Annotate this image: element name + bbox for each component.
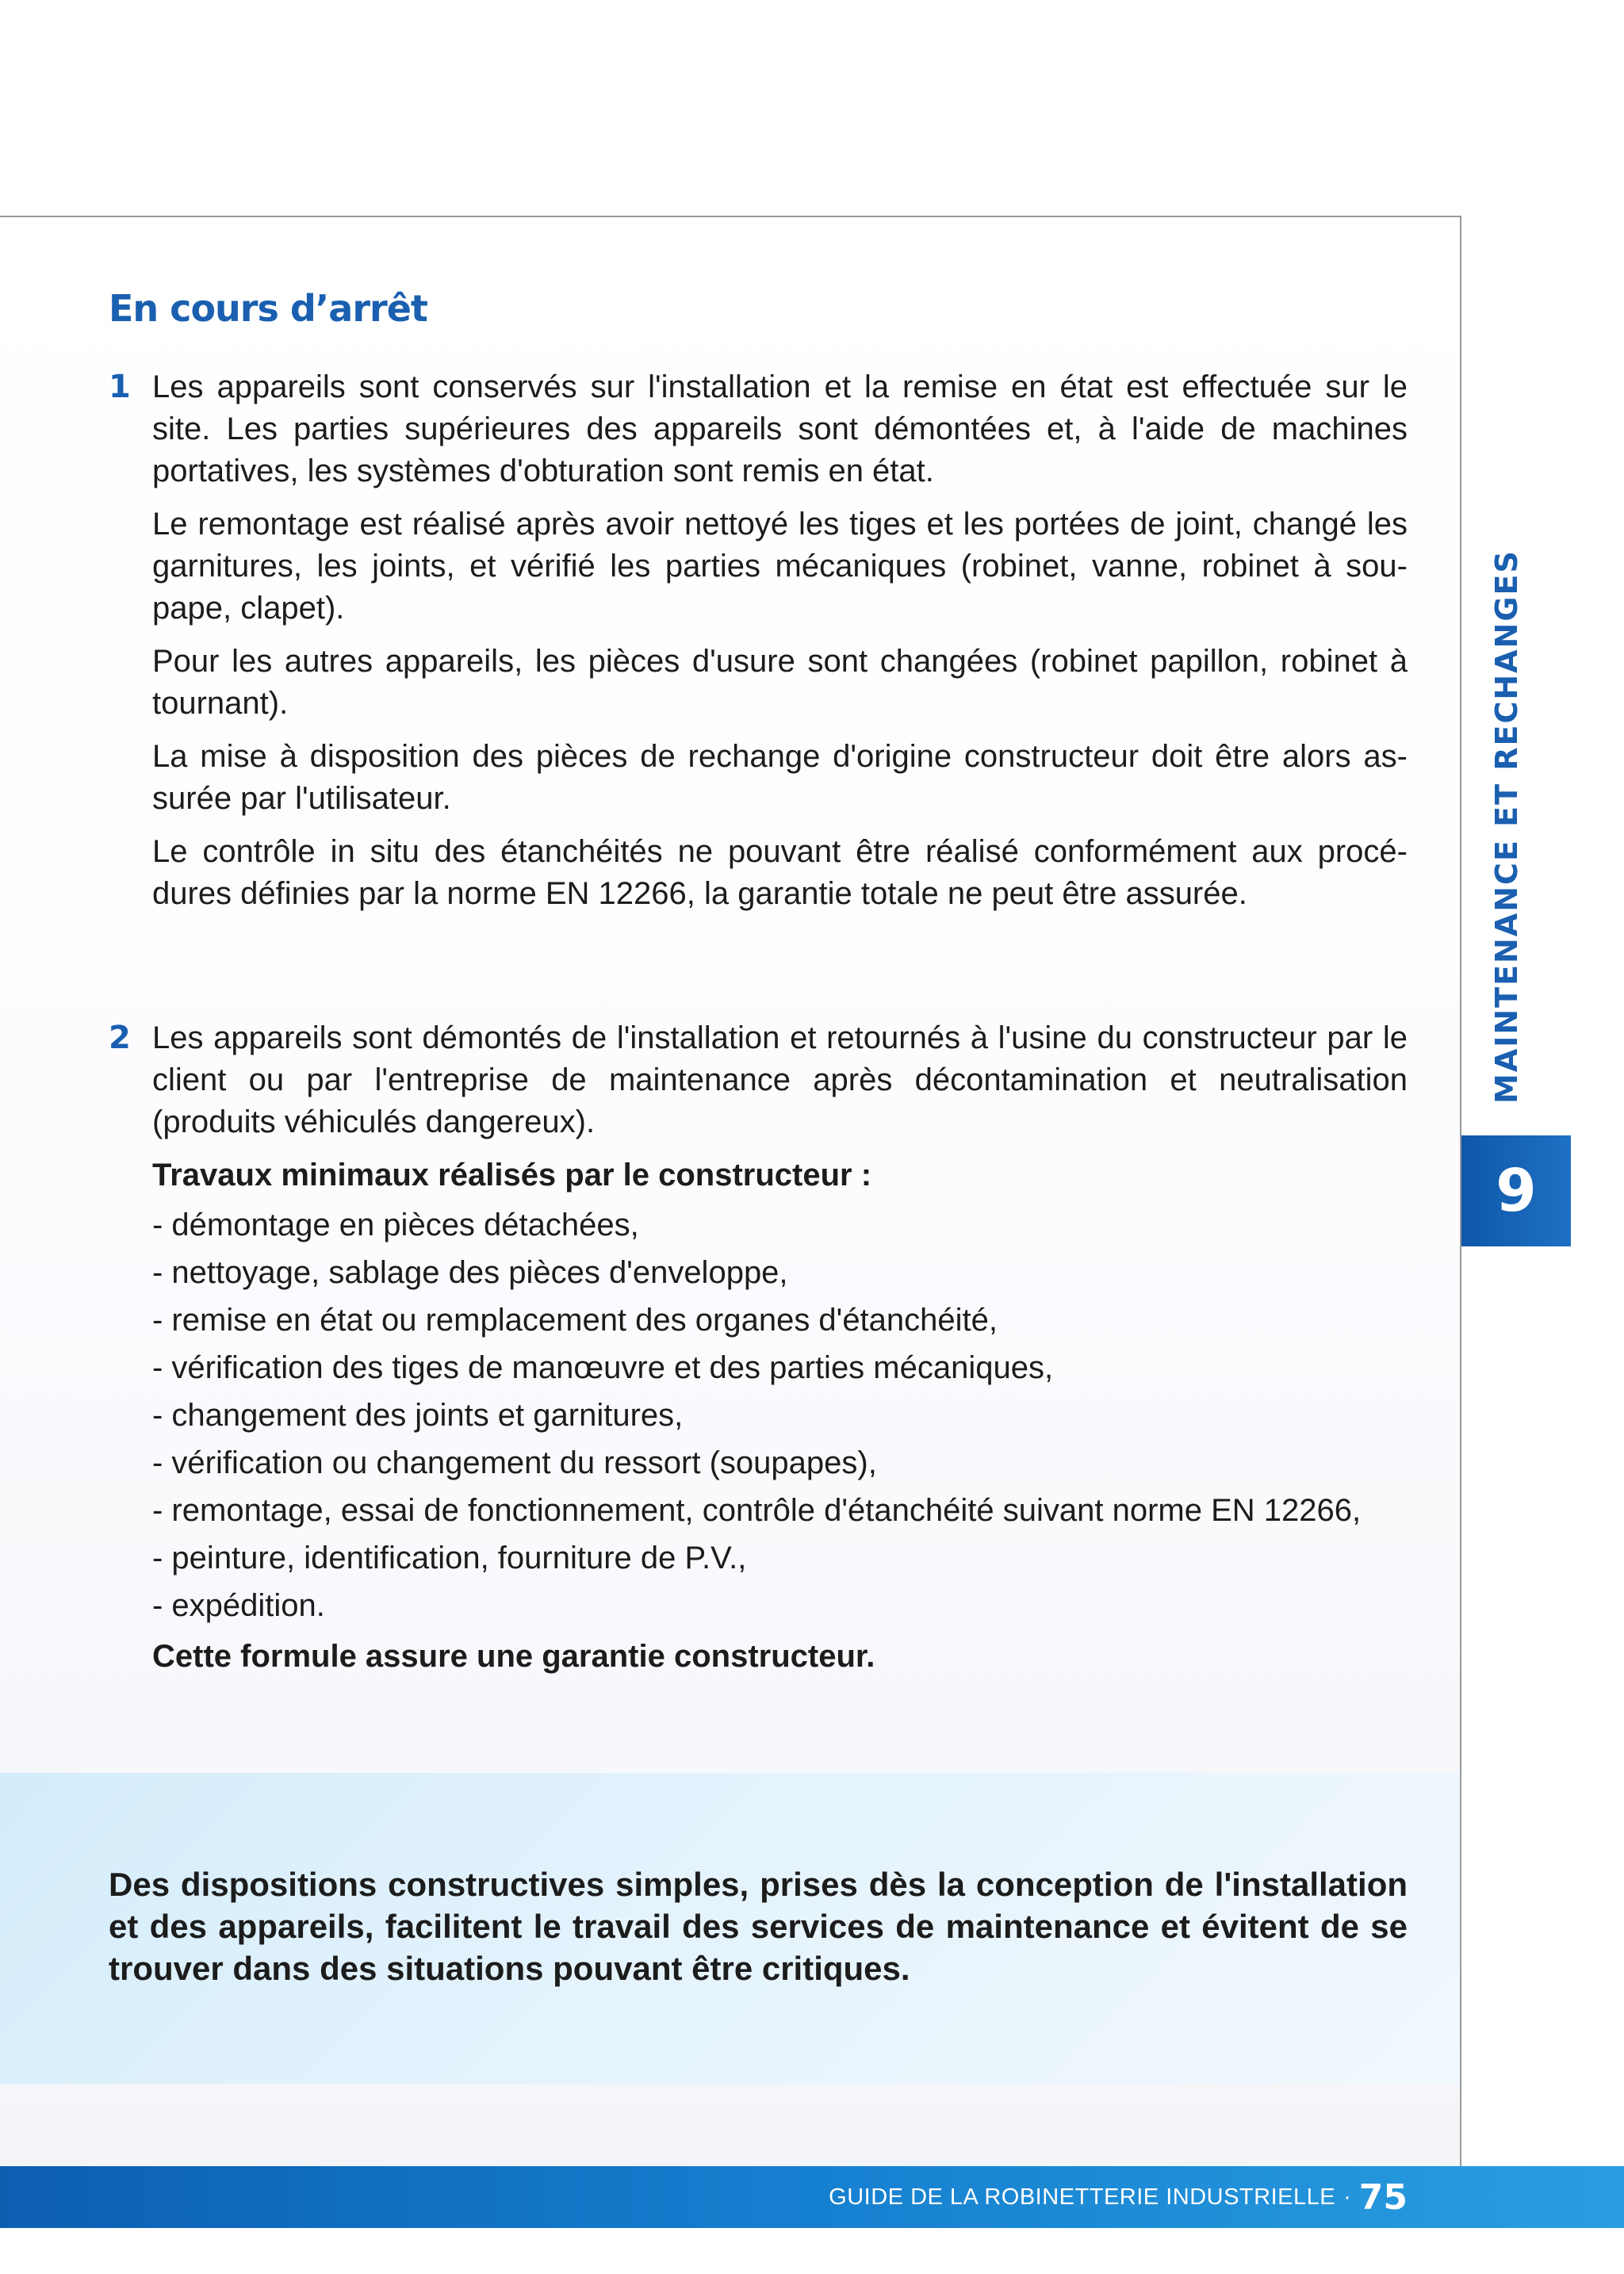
list-item: - nettoyage, sablage des pièces d'enveloppe, (152, 1255, 788, 1290)
chapter-tab: 9 (1461, 1135, 1571, 1246)
list-item: - peinture, identification, fourniture de P.V., (152, 1541, 747, 1575)
list-item: - remise en état ou remplacement des organes d'étanchéité, (152, 1303, 998, 1338)
chapter-side-label: MAINTENANCE ET RECHANGES (1489, 549, 1524, 1104)
paragraph: La mise à disposition des pièces de rechange d'origine constructeur doit être alors as-surée par l'utilisateur. (152, 739, 1408, 816)
item-body (152, 1017, 1408, 1678)
page-number: 75 (1358, 2176, 1408, 2218)
list-item: - remontage, essai de fonctionnement, contrôle d'étanchéité suivant norme EN 12266, (152, 1493, 1362, 1528)
paragraph: Le remontage est réalisé après avoir nettoyé les tiges et les portées de joint, changé les garnitures, les joints, et vérifié les parties mécaniques (robinet, vanne, robinet à sou-pape, clapet). (152, 507, 1408, 626)
footer-bar (0, 2166, 1624, 2228)
footer-text (829, 2166, 1408, 2228)
numbered-item-1 (109, 366, 1408, 926)
top-divider (0, 216, 1461, 217)
section-title: En cours d’arrêt (109, 287, 427, 330)
paragraph: Pour les autres appareils, les pièces d'usure sont changées (robinet papillon, robinet à tournant). (152, 644, 1408, 721)
list-item: - démontage en pièces détachées, (152, 1208, 639, 1242)
list-item: - expédition. (152, 1588, 325, 1623)
footer-separator: · (1343, 2184, 1351, 2210)
list-item: - vérification ou changement du ressort (soupapes), (152, 1445, 877, 1480)
works-list (152, 1201, 1408, 1629)
footer-guide-title: GUIDE DE LA ROBINETTERIE INDUSTRIELLE (829, 2184, 1336, 2210)
list-item: - changement des joints et garnitures, (152, 1398, 684, 1433)
callout-box (0, 1773, 1460, 2084)
callout-text: Des dispositions constructives simples, prises dès la conception de l'installation et des appareils, facilitent le travail des services de maintenance et évitent de se trouver dans des situations pouvant être critiques. (109, 1866, 1408, 1987)
paragraph: Les appareils sont démontés de l'installation et retournés à l'usine du constructeur par le client ou par l'entreprise de maintenance après décontamination et neutralisation (produits véhiculés dangereux). (152, 1020, 1408, 1139)
item-number: 1 (109, 369, 131, 405)
list-title: Travaux minimaux réalisés par le constructeur : (152, 1158, 872, 1193)
numbered-item-2 (109, 1017, 1408, 1683)
item-body (152, 366, 1408, 915)
paragraph: Le contrôle in situ des étanchéités ne pouvant être réalisé conformément aux procé-dures définies par la norme EN 12266, la garantie totale ne peut être assurée. (152, 834, 1408, 911)
paragraph: Les appareils sont conservés sur l'installation et la remise en état est effectuée sur le site. Les parties supérieures des appareils sont démontées et, à l'aide de machines portatives, les systèmes d'obturation sont remis en état. (152, 369, 1408, 488)
list-item: - vérification des tiges de manœuvre et des parties mécaniques, (152, 1350, 1054, 1385)
conclusion: Cette formule assure une garantie constructeur. (152, 1639, 875, 1674)
item-number: 2 (109, 1020, 131, 1056)
